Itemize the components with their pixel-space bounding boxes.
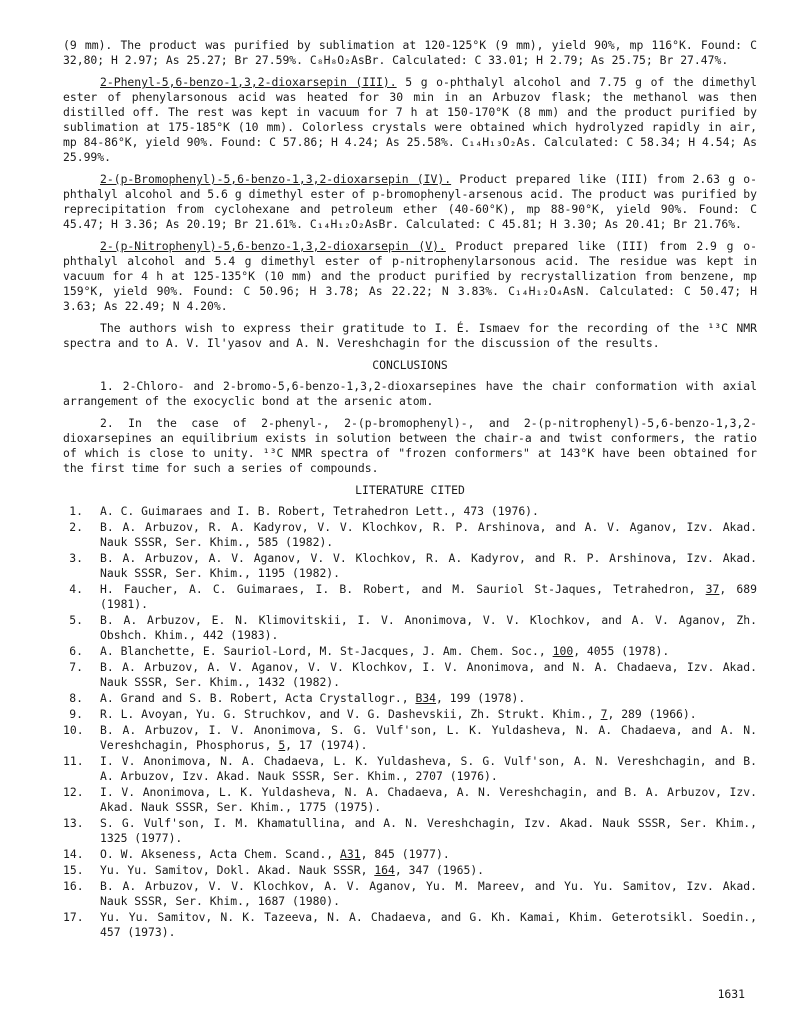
page-number: 1631 <box>717 987 745 1001</box>
reference-number: 10. <box>63 723 84 737</box>
reference-number: 6. <box>69 644 83 658</box>
reference-text-end: , 17 (1974). <box>285 738 368 752</box>
compound-v-title: 2-(p-Nitrophenyl)-5,6-benzo-1,3,2-dioxarsepin (V). <box>100 239 446 253</box>
continued-paragraph: (9 mm). The product was purified by sublimation at 120-125°K (9 mm), yield 90%, mp 116°K. Found: C 32,80; H 2.97; As 25.27; Br 27.59%. C₈H₈O₂AsBr. Calculated: C 33.01; H 2.79; As 25.75; Br 27.47%. <box>63 38 757 67</box>
reference-text-end: , 4055 (1978). <box>573 644 670 658</box>
reference-volume: 100 <box>552 644 574 658</box>
reference-text-end: , 347 (1965). <box>394 863 485 877</box>
reference-item <box>63 613 757 643</box>
reference-number: 5. <box>69 613 83 627</box>
reference-item <box>63 910 757 940</box>
reference-text: A. Grand and S. B. Robert, Acta Crystallogr., <box>100 691 416 705</box>
reference-text: H. Faucher, A. C. Guimaraes, I. B. Robert, and M. Sauriol St-Jaques, Tetrahedron, <box>100 582 706 596</box>
reference-item <box>63 723 757 753</box>
reference-item <box>63 754 757 784</box>
reference-number: 17. <box>63 910 84 924</box>
reference-text: A. C. Guimaraes and I. B. Robert, Tetrahedron Lett., 473 (1976). <box>100 504 539 518</box>
compound-iv-paragraph <box>63 172 757 232</box>
reference-volume: 5 <box>278 738 286 752</box>
acknowledgment-paragraph: The authors wish to express their gratitude to I. É. Ismaev for the recording of the ¹³C NMR spectra and to A. V. Il'yasov and A. N. Vereshchagin for the discussion of the results. <box>63 321 757 350</box>
reference-number: 3. <box>69 551 83 565</box>
reference-text: S. G. Vulf'son, I. M. Khamatullina, and A. N. Vereshchagin, Izv. Akad. Nauk SSSR, Ser. Khim., 1325 (1977). <box>100 816 757 845</box>
reference-item <box>63 879 757 909</box>
reference-number: 1. <box>69 504 83 518</box>
conclusions-heading: CONCLUSIONS <box>372 358 448 372</box>
reference-item <box>63 551 757 581</box>
reference-text: A. Blanchette, E. Sauriol-Lord, M. St-Jacques, J. Am. Chem. Soc., <box>100 644 553 658</box>
reference-number: 12. <box>63 785 84 799</box>
reference-text-end: , 199 (1978). <box>436 691 526 705</box>
reference-item <box>63 582 757 612</box>
reference-volume: 164 <box>374 863 395 877</box>
reference-text: I. V. Anonimova, N. A. Chadaeva, L. K. Yuldasheva, S. G. Vulf'son, A. N. Vereshchagin, and B. A. Arbuzov, Izv. Akad. Nauk SSSR, Ser. Khim., 2707 (1976). <box>100 754 757 783</box>
reference-item <box>63 691 757 706</box>
reference-number: 2. <box>69 520 83 534</box>
reference-item <box>63 707 757 722</box>
reference-item <box>63 847 757 862</box>
reference-text: Yu. Yu. Samitov, Dokl. Akad. Nauk SSSR, <box>100 863 375 877</box>
conclusion-1: 1. 2-Chloro- and 2-bromo-5,6-benzo-1,3,2-dioxarsepines have the chair conformation with axial arrangement of the exocyclic bond at the arsenic atom. <box>63 379 757 408</box>
reference-item <box>63 504 757 519</box>
conclusion-2: 2. In the case of 2-phenyl-, 2-(p-bromophenyl)-, and 2-(p-nitrophenyl)-5,6-benzo-1,3,2-dioxarsepines an equilibrium exists in solution between the chair-a and twist conformers, the ratio of which is close to unity. ¹³C NMR spectra of "frozen conformers" at 143°K have been obtained for the first time for such a series of compounds. <box>63 416 757 475</box>
reference-text: B. A. Arbuzov, I. V. Anonimova, S. G. Vulf'son, L. K. Yuldasheva, N. A. Chadaeva, and A. N. Vereshchagin, Phosphorus, <box>100 723 757 752</box>
reference-item <box>63 816 757 846</box>
reference-item <box>63 520 757 550</box>
literature-heading: LITERATURE CITED <box>355 483 465 497</box>
reference-item <box>63 660 757 690</box>
reference-list <box>63 504 757 940</box>
compound-v-text: Product prepared like (III) from 2.9 g o-phthalyl alcohol and 5.4 g dimethyl ester of p-nitrophenylarsonous acid. The residue was kept in vacuum for 4 h at 125-135°K (10 mm) and the product purified by recrystallization from benzene, mp 159°K, yield 90%. Found: C 50.96; H 3.78; As 22.22; N 3.83%. C₁₄H₁₂O₄AsN. Calculated: C 50.47; H 3.63; As 22.49; N 4.20%. <box>63 239 758 313</box>
reference-number: 14. <box>63 847 84 861</box>
reference-number: 15. <box>63 863 84 877</box>
reference-text: B. A. Arbuzov, V. V. Klochkov, A. V. Aganov, Yu. M. Mareev, and Yu. Yu. Samitov, Izv. Akad. Nauk SSSR, Ser. Khim., 1687 (1980). <box>100 879 757 908</box>
reference-number: 8. <box>69 691 83 705</box>
reference-number: 9. <box>69 707 83 721</box>
reference-text: B. A. Arbuzov, R. A. Kadyrov, V. V. Klochkov, R. P. Arshinova, and A. V. Aganov, Izv. Akad. Nauk SSSR, Ser. Khim., 585 (1982). <box>100 520 757 549</box>
reference-text: B. A. Arbuzov, A. V. Aganov, V. V. Klochkov, I. V. Anonimova, and N. A. Chadaeva, Izv. Akad. Nauk SSSR, Ser. Khim., 1432 (1982). <box>100 660 757 689</box>
compound-iii-paragraph <box>63 75 757 165</box>
reference-volume: A31 <box>340 847 361 861</box>
reference-text: B. A. Arbuzov, E. N. Klimovitskii, I. V. Anonimova, V. V. Klochkov, and A. V. Aganov, Zh. Obshch. Khim., 442 (1983). <box>100 613 757 642</box>
reference-item <box>63 863 757 878</box>
compound-iii-title: 2-Phenyl-5,6-benzo-1,3,2-dioxarsepin (III). <box>100 75 397 89</box>
reference-number: 7. <box>69 660 83 674</box>
reference-number: 4. <box>69 582 83 596</box>
reference-text: O. W. Akseness, Acta Chem. Scand., <box>100 847 341 861</box>
reference-text: Yu. Yu. Samitov, N. K. Tazeeva, N. A. Chadaeva, and G. Kh. Kamai, Khim. Geterotsikl. Soedin., 457 (1973). <box>100 910 757 939</box>
reference-text-end: , 689 (1981). <box>100 582 757 611</box>
reference-number: 13. <box>63 816 84 830</box>
reference-number: 16. <box>63 879 84 893</box>
compound-iii-text: 5 g o-phthalyl alcohol and 7.75 g of the dimethyl ester of phenylarsonous acid was heated for 30 min in an Arbuzov flask; the methanol was then distilled off. The rest was kept in vacuum for 7 h at 150-170°K (8 mm) and the product purified by sublimation at 175-185°K (10 mm). Colorless crystals were obtained which hydrolyzed rapidly in air, mp 84-86°K, yield 90%. Found: C 57.86; H 4.24; As 25.58%. C₁₄H₁₃O₂As. Calculated: C 58.34; H 4.54; As 25.99%. <box>63 75 757 164</box>
reference-volume: B34 <box>415 691 437 705</box>
reference-text: B. A. Arbuzov, A. V. Aganov, V. V. Klochkov, R. A. Kadyrov, and R. P. Arshinova, Izv. Akad. Nauk SSSR, Ser. Khim., 1195 (1982). <box>100 551 757 580</box>
reference-volume: 37 <box>705 582 720 596</box>
reference-text-end: , 289 (1966). <box>607 707 697 721</box>
paper-page <box>63 38 757 941</box>
reference-volume: 7 <box>600 707 608 721</box>
reference-text-end: , 845 (1977). <box>360 847 450 861</box>
reference-item <box>63 785 757 815</box>
reference-text: I. V. Anonimova, L. K. Yuldasheva, N. A. Chadaeva, A. N. Vereshchagin, and B. A. Arbuzov, Izv. Akad. Nauk SSSR, Ser. Khim., 1775 (1975). <box>100 785 757 814</box>
compound-v-paragraph <box>63 239 757 314</box>
compound-iv-text: Product prepared like (III) from 2.63 g o-phthalyl alcohol and 5.6 g dimethyl ester of p-bromophenyl-arsenous acid. The product was purified by reprecipitation from cyclohexane and petroleum ether (40-60°K), mp 88-90°K, yield 90%. Found: C 45.47; H 3.36; As 20.19; Br 21.61%. C₁₄H₁₂O₂AsBr. Calculated: C 45.81; H 3.30; As 20.41; Br 21.76%. <box>63 172 757 231</box>
reference-text: R. L. Avoyan, Yu. G. Struchkov, and V. G. Dashevskii, Zh. Strukt. Khim., <box>100 707 601 721</box>
reference-number: 11. <box>63 754 84 768</box>
compound-iv-title: 2-(p-Bromophenyl)-5,6-benzo-1,3,2-dioxarsepin (IV). <box>100 172 452 186</box>
reference-item <box>63 644 757 659</box>
